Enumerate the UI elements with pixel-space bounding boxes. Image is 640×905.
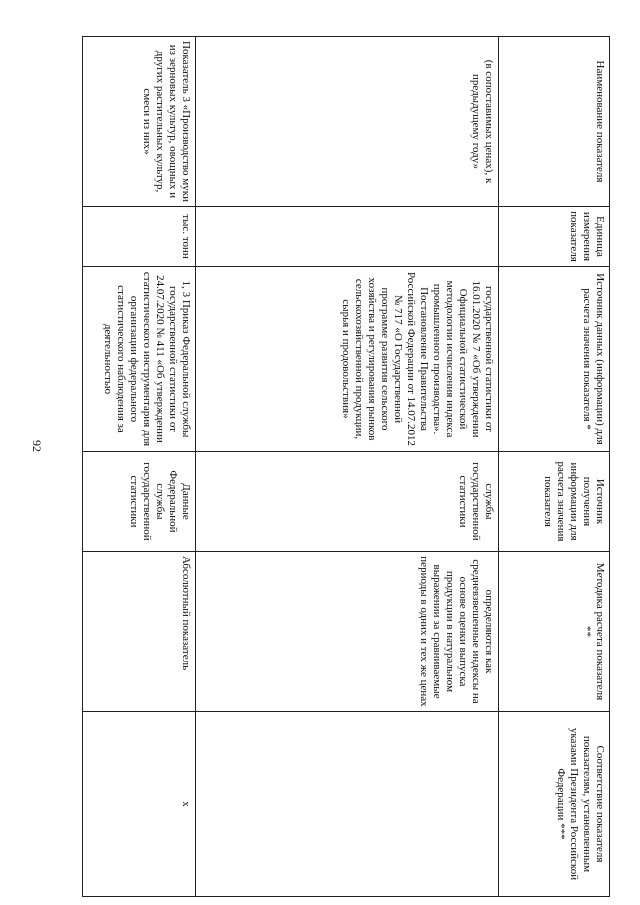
cell-compliance (196, 712, 499, 897)
indicator-table-container (100, 36, 610, 896)
cell-info-source: Данные Федеральной службы государственной статистики (83, 452, 196, 552)
cell-data-source: 1, 3 Приказ Федеральной службы государственной статистики от 24.07.2020 № 411 «Об утверждении статистического инструментария для организации федерального статистического наблюдения за деятельностью (83, 267, 196, 452)
cell-unit: тыс. тонн (83, 207, 196, 267)
cell-method: Абсолютный показатель (83, 552, 196, 712)
table-row (83, 37, 196, 897)
header-indicator-name: Наименование показателя (499, 37, 610, 207)
cell-compliance: х (83, 712, 196, 897)
header-method: Методика расчета показателя ** (499, 552, 610, 712)
table-header-row (499, 37, 610, 897)
cell-unit (196, 207, 499, 267)
header-compliance: Соответствие показателя показателям, установленным указами Президента Российской Федерации *** (499, 712, 610, 897)
cell-info-source: службы государственной статистики (196, 452, 499, 552)
indicator-table (82, 36, 610, 897)
table-row (196, 37, 499, 897)
page-number: 92 (30, 440, 44, 452)
cell-indicator-name: (в сопоставимых ценах), к предыдущему году» (196, 37, 499, 207)
cell-method: определяются как средневзвешенные индексы на основе оценки выпуска продукции в натуральном выражении за сравниваемые периоды в одних и тех же ценах (196, 552, 499, 712)
header-info-source: Источник получения информации для расчета значения показателя (499, 452, 610, 552)
header-data-source: Источник данных (информации) для расчета значения показателя * (499, 267, 610, 452)
cell-data-source: государственной статистики от 16.01.2020 № 7 «Об утверждении Официальной статистической методологии исчисления индекса промышленного производства». Постановление Правительства Российской Федерации от 14.07.2012 № 717 «О Государственной программе развития сельского хозяйства и регулирования рынков сельскохозяйственной продукции, сырья и продовольствия» (196, 267, 499, 452)
cell-indicator-name: Показатель 3 «Производство муки из зерновых культур, овощных и других растительных культур, смеси из них» (83, 37, 196, 207)
header-unit: Единица измерения показателя (499, 207, 610, 267)
